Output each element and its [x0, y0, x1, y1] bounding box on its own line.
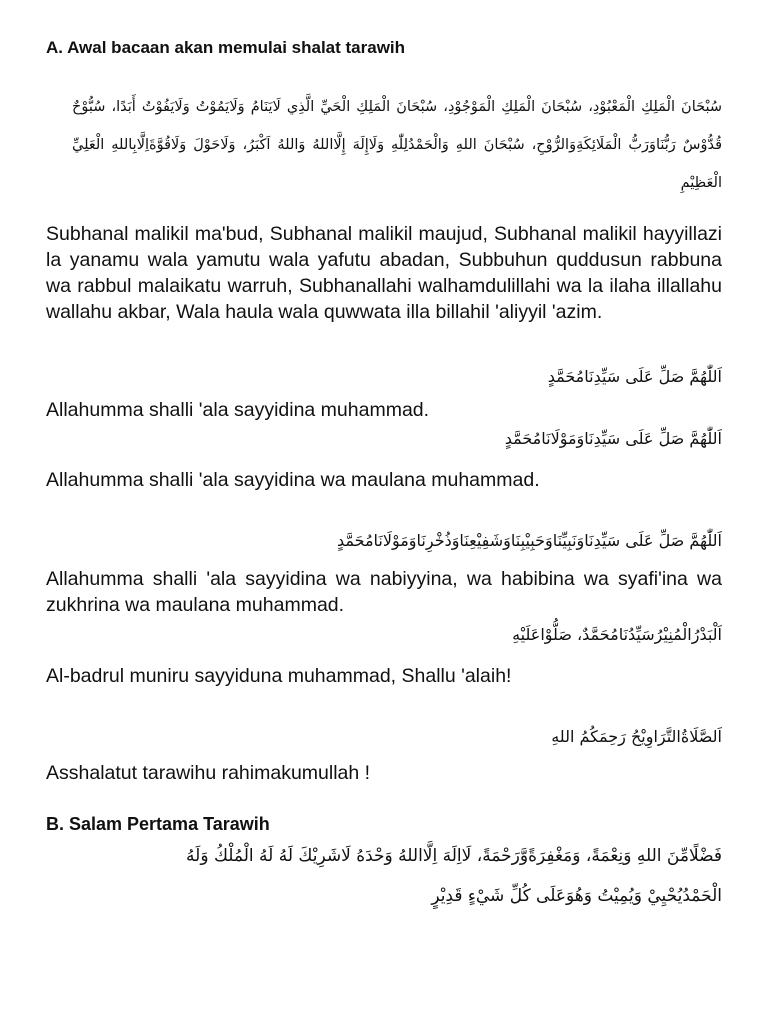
latin-badrul: Al-badrul muniru sayyiduna muhammad, Shallu 'alaih!: [46, 665, 512, 687]
arabic-shalawat-3: اَللّٰهُمَّ صَلِّ عَلَى سَيِّدِنَاوَنَبِيِّنَاوَحَبِيْبِنَاوَشَفِيْعِنَاوَذُخْرِنَاوَمَوْلَانَامُحَمَّدٍ: [336, 531, 722, 550]
latin-tarawih-call: Asshalatut tarawihu rahimakumullah !: [46, 762, 371, 784]
arabic-shalawat-1: اَللّٰهُمَّ صَلِّ عَلَى سَيِّدِنَامُحَمَّدٍ: [547, 367, 722, 386]
latin-shalawat-3: Allahumma shalli 'ala sayyidina wa nabiyyina, wa habibina wa syafi'ina wa zukhrina wa maulana muhammad.: [46, 568, 722, 616]
arabic-intro: سُبْحَانَ الْمَلِكِ الْمَعْبُوْدِ، سُبْحَانَ الْمَلِكِ الْمَوْجُوْدِ، سُبْحَانَ الْمَلِكِ الْحَيِّ الَّذِي لَايَنَامُ وَلَايَمُوْتُ وَلَايَفُوْتُ أَبَدًا، سُبُّوْحٌ قُدُّوْسٌ رَبُّنَاوَرَبُّ الْمَلَائِكَةِوَالرُّوْحِ، سُبْحَانَ اللهِ وَالْحَمْدُلِلّٰهِ وَلَاإِلَهَ إِلَّااللهُ وَاللهُ اَكْبَرُ، وَلَاحَوْلَ وَلَاقُوَّةَاِلَّابِاللهِ الْعَلِيِّ الْعَظِيْمِ: [72, 99, 722, 191]
arabic-tarawih-call: اَلصَّلَاةُالتَّرَاوِيْحُ رَحِمَكُمُ اللهِ: [551, 727, 722, 746]
arabic-badrul: اَلْبَدْرُالْمُنِيْرُسَيِّدُنَامُحَمَّدٌ، صَلُّوْاعَلَيْهِ: [512, 625, 722, 644]
section-b-heading: B. Salam Pertama Tarawih: [46, 814, 270, 834]
latin-shalawat-2: Allahumma shalli 'ala sayyidina wa maulana muhammad.: [46, 469, 540, 491]
latin-shalawat-1: Allahumma shalli 'ala sayyidina muhammad.: [46, 399, 430, 421]
arabic-shalawat-2: اَللّٰهُمَّ صَلِّ عَلَى سَيِّدِنَاوَمَوْلَانَامُحَمَّدٍ: [504, 429, 722, 448]
arabic-salam-line-2: الْحَمْدُيُحْيِيْ وَيُمِيْتُ وَهُوَعَلَى كُلِّ شَيْءٍ قَدِيْرٍ: [431, 886, 722, 906]
latin-intro: Subhanal malikil ma'bud, Subhanal malikil maujud, Subhanal malikil hayyillazi la yanamu wala yamutu wala yafutu abadan, Subbuhun quddusun rabbuna wa rabbul malaikatu warruh, Subhanallahi walhamdulillahi wa la ilaha illallahu wallahu akbar, Wala haula wala quwwata illa billahil 'aliyyil 'azim.: [46, 223, 722, 323]
arabic-salam-line-1: فَضْلًامِّنَ اللهِ وَنِعْمَةً، وَمَغْفِرَةًوَّرَحْمَةً، لَااِلَهَ اِلَّااللهُ وَحْدَهُ لَاشَرِيْكَ لَهُ لَهُ الْمُلْكُ وَلَهُ: [186, 846, 722, 866]
section-a-heading: A. Awal bacaan akan memulai shalat tarawih: [46, 38, 406, 57]
